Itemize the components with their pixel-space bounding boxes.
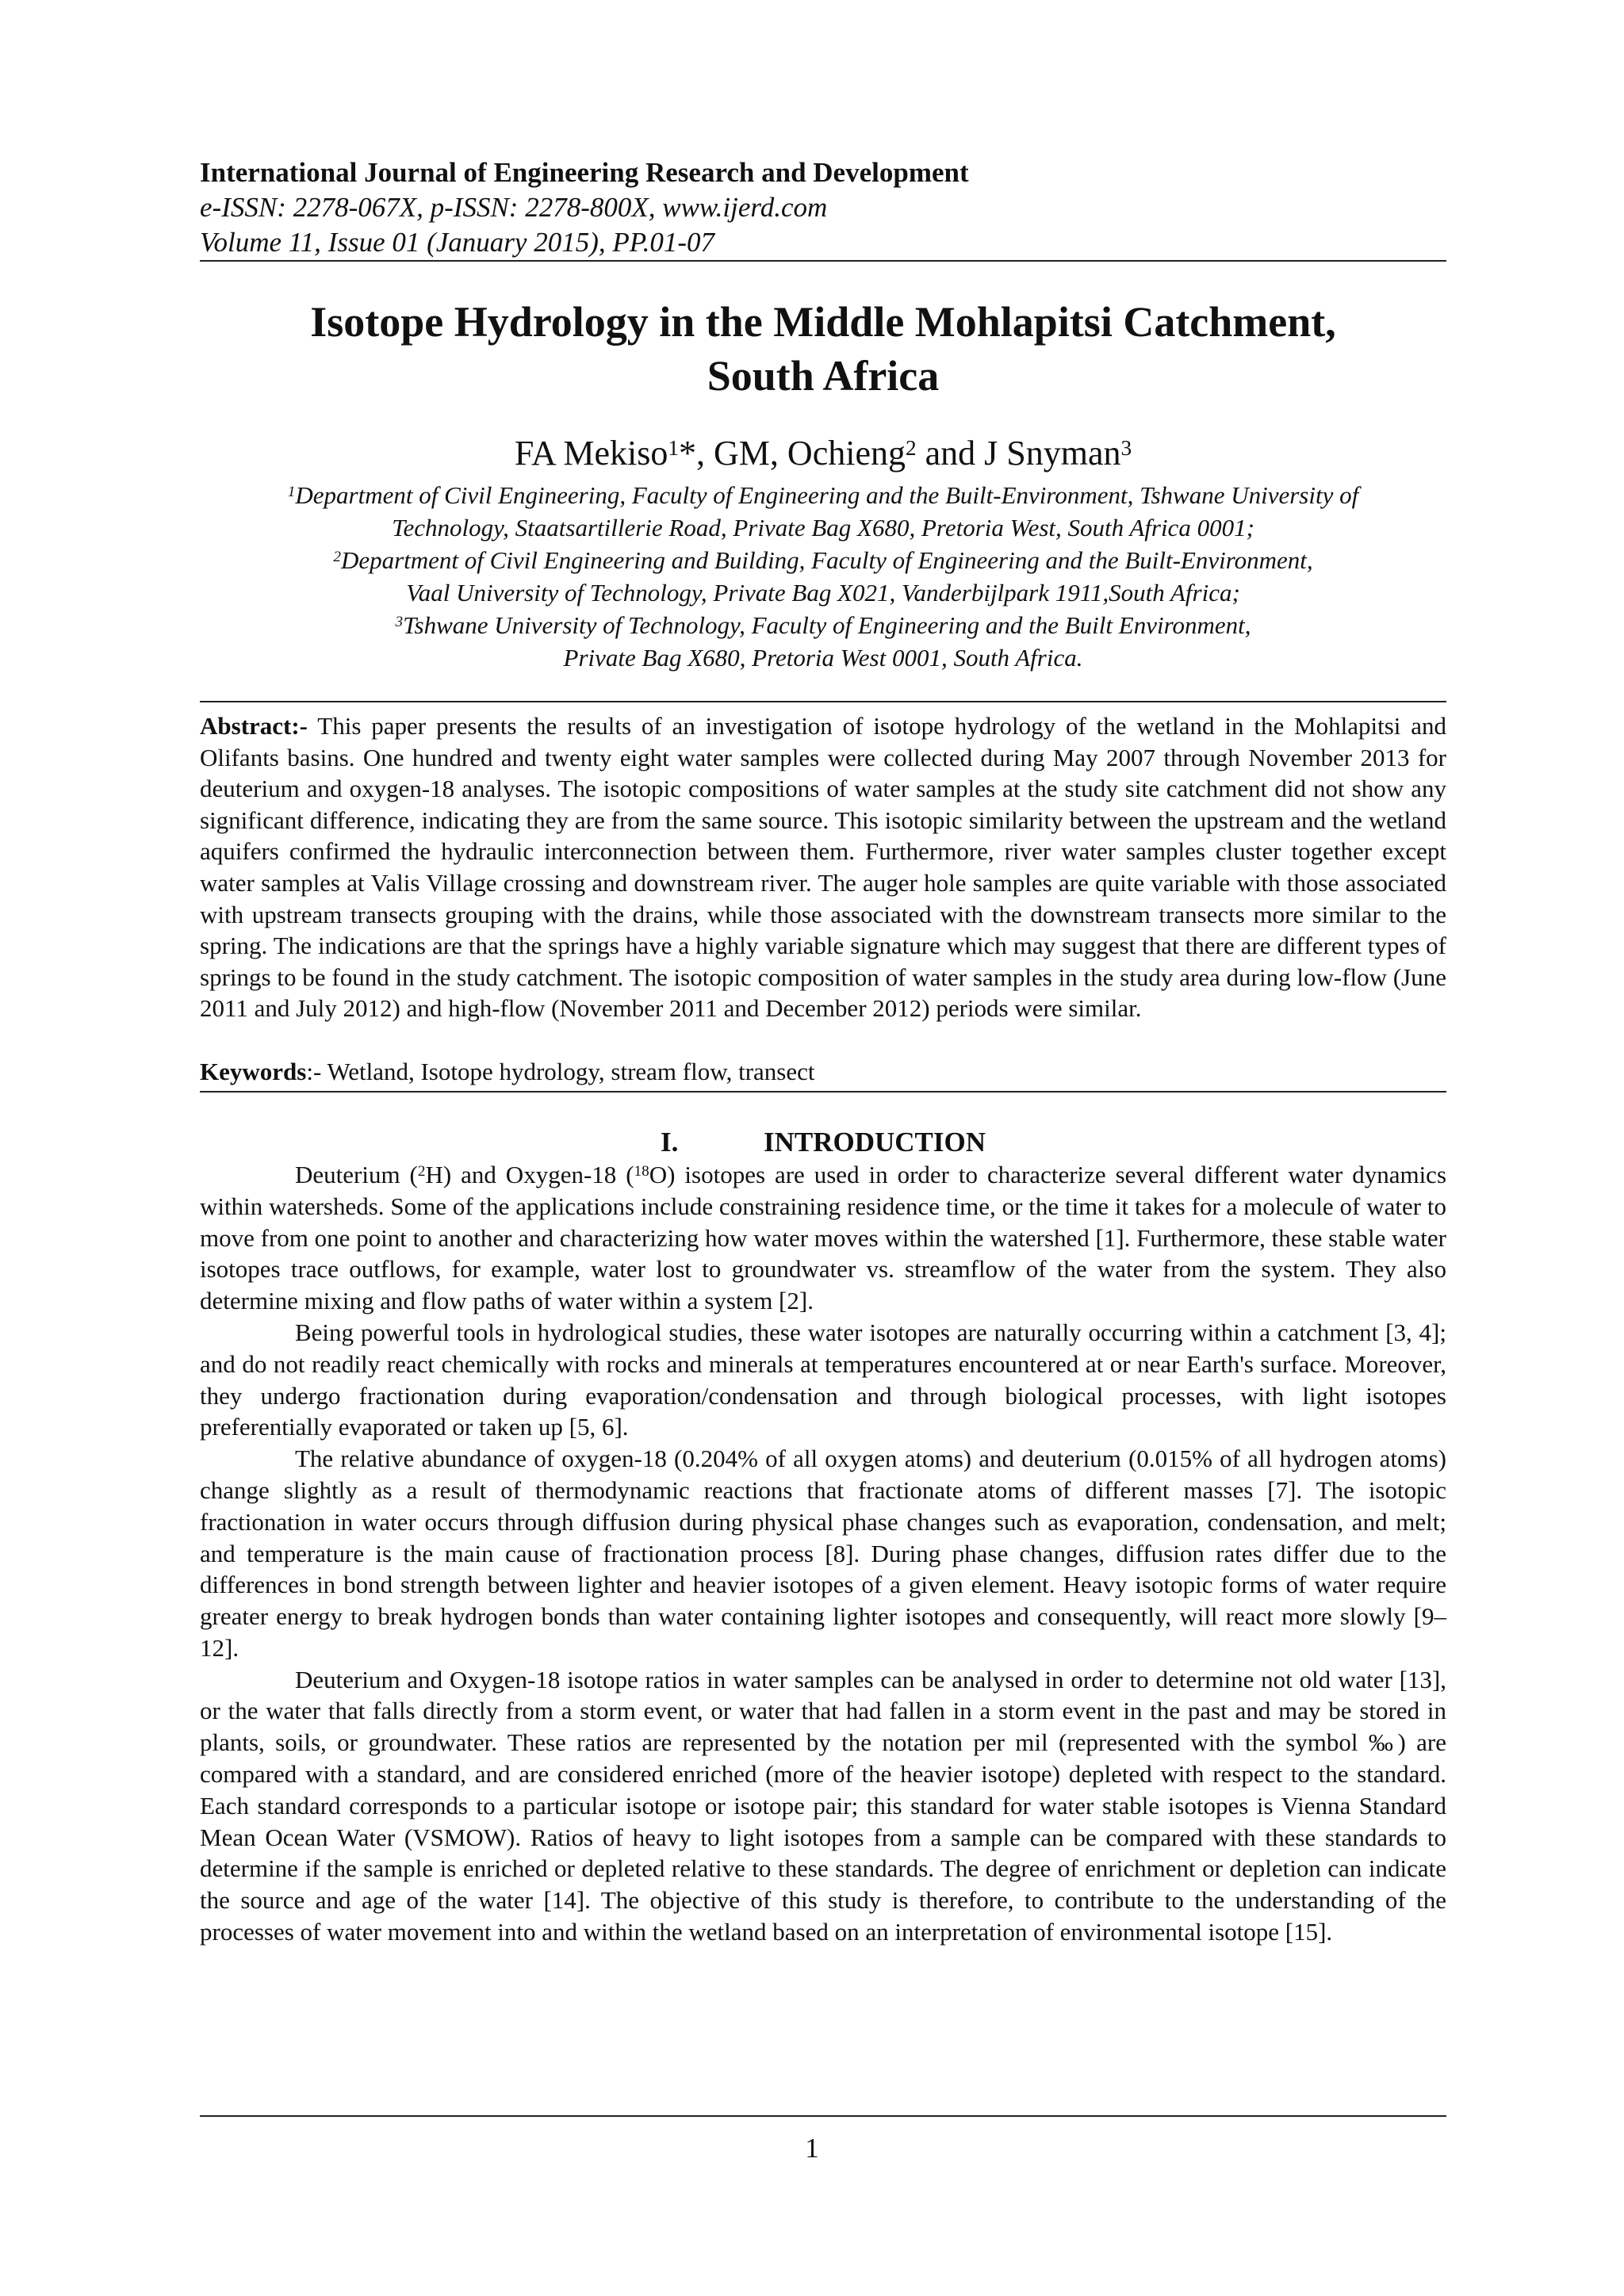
affiliation-3-line-1: Tshwane University of Technology, Faculty of Engineering and the Built Environment, — [403, 611, 1251, 639]
affiliation-1-sup: 1 — [287, 484, 296, 501]
abstract-label: Abstract:- — [200, 712, 308, 740]
journal-name: International Journal of Engineering Research and Development — [200, 157, 969, 188]
journal-volume: Volume 11, Issue 01 (January 2015), PP.01-07 — [200, 227, 715, 258]
affiliation-2-line-1: Department of Civil Engineering and Building, Faculty of Engineering and the Built-Environment, — [340, 546, 1313, 574]
affiliation-1 — [200, 479, 1446, 511]
author-1: FA Mekiso — [514, 434, 668, 473]
title-line-1: Isotope Hydrology in the Middle Mohlapitsi Catchment, — [310, 298, 1336, 346]
author-3: and J Snyman — [916, 434, 1121, 473]
footer-rule — [200, 2115, 1446, 2117]
section-title: INTRODUCTION — [763, 1126, 986, 1158]
keywords-label: Keywords — [200, 1057, 307, 1085]
paragraph-4: Deuterium and Oxygen-18 isotope ratios in water samples can be analysed in order to determine not old water [13], or the water that falls directly from a storm event, or water that had fallen in a storm event in the past and may be stored in plants, soils, or groundwater. These ratios are represented by the notation per mil (represented with the symbol ‰) are compared with a standard, and are considered enriched (more of the heavier isotope) depleted with respect to the standard. Each standard corresponds to a particular isotope or isotope pair; this standard for water stable isotopes is Vienna Standard Mean Ocean Water (VSMOW). Ratios of heavy to light isotopes from a sample can be compared with these standards to determine if the sample is enriched or depleted relative to these standards. The degree of enrichment or depletion can indicate the source and age of the water [14]. The objective of this study is therefore, to contribute to the understanding of the processes of water movement into and within the wetland based on an interpretation of environmental isotope [15]. — [200, 1665, 1446, 1946]
paper-page — [200, 155, 1446, 1948]
affiliation-1-line-1: Department of Civil Engineering, Faculty of Engineering and the Built-Environment, Tshwane University of — [295, 481, 1359, 509]
keywords — [200, 1056, 1446, 1088]
affiliation-2 — [200, 544, 1446, 576]
affiliation-3-line-2: Private Bag X680, Pretoria West 0001, South Africa. — [563, 644, 1083, 672]
affiliations — [200, 479, 1446, 674]
author-list — [200, 431, 1446, 476]
author-1-affil-sup: 1 — [668, 435, 680, 460]
p1-text-a: Deuterium ( — [295, 1160, 418, 1188]
paragraph-1 — [200, 1159, 1446, 1317]
paragraph-2: Being powerful tools in hydrological studies, these water isotopes are naturally occurring within a catchment [3, 4]; and do not readily react chemically with rocks and minerals at temperatures encountered at or near Earth's surface. Moreover, they undergo fractionation during evaporation/condensation and through biological processes, with light isotopes preferentially evaporated or taken up [5, 6]. — [200, 1318, 1446, 1441]
p1-text-c: O) isotopes are used in order to characterize several different water dynamics within watersheds. Some of the applications include constraining residence time, or the time it takes for a molecule of water to move from one point to another and characterizing how water moves within the watershed [1]. Furthermore, these stable water isotopes trace outflows, for example, water lost to groundwater vs. streamflow of the water from the system. They also determine mixing and flow paths of water within a system [2]. — [200, 1160, 1447, 1315]
affiliation-3-sup: 3 — [395, 614, 404, 631]
author-2: *, GM, Ochieng — [679, 434, 906, 473]
journal-issn: e-ISSN: 2278-067X, p-ISSN: 2278-800X, www.ijerd.com — [200, 192, 828, 223]
abstract-top-rule — [200, 701, 1446, 702]
keywords-text: :- Wetland, Isotope hydrology, stream flow, transect — [306, 1057, 815, 1085]
affiliation-2-line-2: Vaal University of Technology, Private Bag X021, Vanderbijlpark 1911,South Africa; — [406, 579, 1240, 607]
p1-sup-2: 18 — [634, 1163, 649, 1181]
paper-title — [200, 295, 1446, 403]
p1-text-b: H) and Oxygen-18 ( — [425, 1160, 634, 1188]
section-number: I. — [660, 1126, 679, 1158]
page-number: 1 — [805, 2133, 819, 2164]
affiliation-3 — [200, 609, 1446, 641]
affiliation-2-sup: 2 — [333, 549, 341, 566]
header-rule — [200, 260, 1446, 262]
journal-header — [200, 155, 1446, 260]
title-line-2: South Africa — [707, 352, 940, 400]
p1-sup-1: 2 — [417, 1163, 426, 1181]
section-heading-introduction — [200, 1126, 1446, 1159]
affiliation-1-line-2: Technology, Staatsartillerie Road, Private Bag X680, Pretoria West, South Africa 0001; — [392, 514, 1254, 541]
introduction-body — [200, 1159, 1446, 1948]
abstract — [200, 710, 1446, 1024]
author-3-affil-sup: 3 — [1120, 435, 1132, 460]
paragraph-3: The relative abundance of oxygen-18 (0.204% of all oxygen atoms) and deuterium (0.015% of all hydrogen atoms) change slightly as a result of thermodynamic reactions that fractionate atoms of different masses [7]. The isotopic fractionation in water occurs through diffusion during physical phase changes such as evaporation, condensation, and melt; and temperature is the main cause of fractionation process [8]. During phase changes, diffusion rates differ due to the differences in bond strength between lighter and heavier isotopes of a given element. Heavy isotopic forms of water require greater energy to break hydrogen bonds than water containing lighter isotopes and consequently, will react more slowly [9–12]. — [200, 1445, 1446, 1662]
keywords-rule — [200, 1091, 1446, 1093]
author-2-affil-sup: 2 — [906, 435, 917, 460]
abstract-text: This paper presents the results of an investigation of isotope hydrology of the wetland in the Mohlapitsi and Olifants basins. One hundred and twenty eight water samples were collected during May 2007 through November 2013 for deuterium and oxygen-18 analyses. The isotopic compositions of water samples at the study site catchment did not show any significant difference, indicating they are from the same source. This isotopic similarity between the upstream and the wetland aquifers confirmed the hydraulic interconnection between them. Furthermore, river water samples cluster together except water samples at Valis Village crossing and downstream river. The auger hole samples are quite variable with those associated with upstream transects grouping with the drains, while those associated with the downstream transects more similar to the spring. The indications are that the springs have a highly variable signature which may suggest that there are different types of springs to be found in the study catchment. The isotopic composition of water samples in the study area during low-flow (June 2011 and July 2012) and high-flow (November 2011 and December 2012) periods were similar. — [200, 712, 1446, 1023]
